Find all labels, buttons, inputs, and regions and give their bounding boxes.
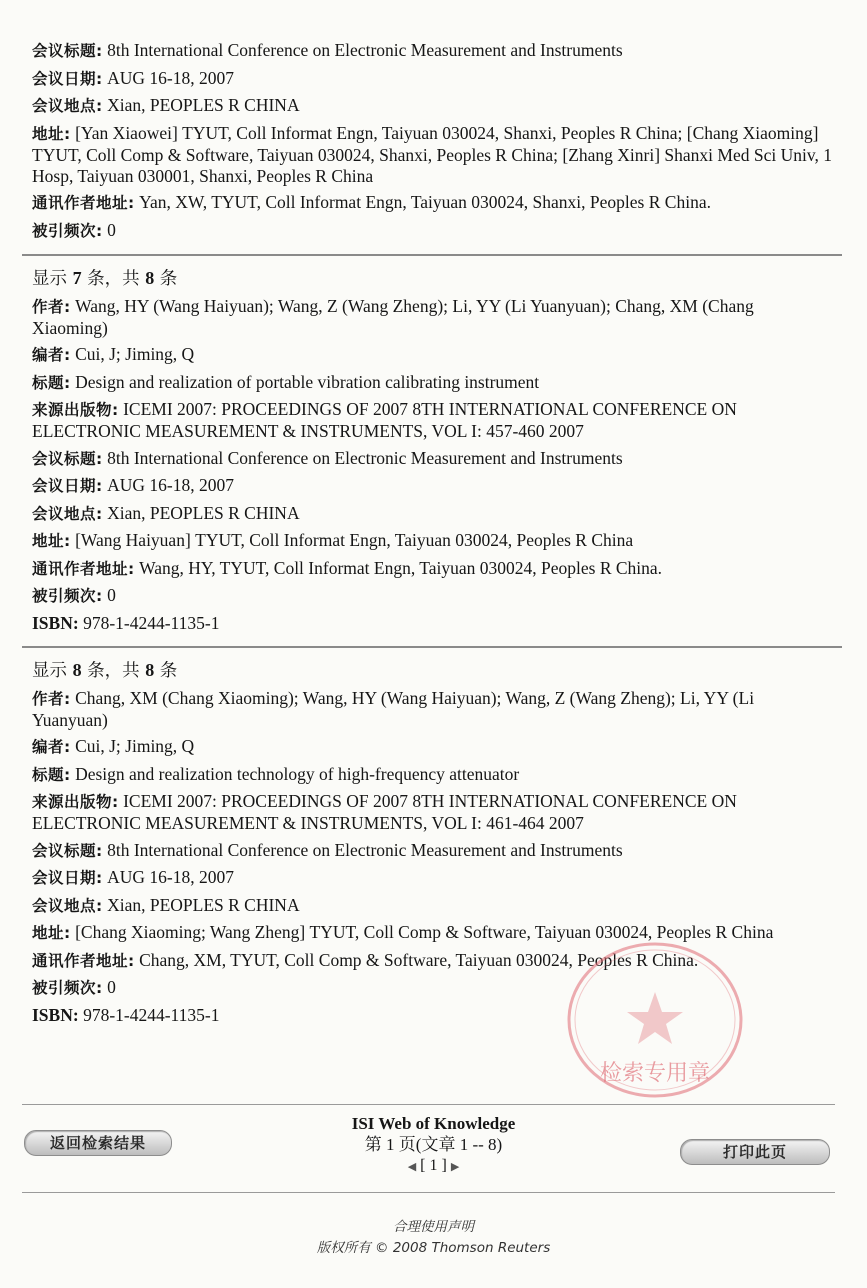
conf-date-row: 会议日期: AUG 16-18, 2007 [32,475,234,495]
times-cited-row: 被引频次: 0 [32,219,116,240]
divider [22,1192,835,1193]
back-to-results-button[interactable]: 返回检索结果 [24,1130,172,1156]
authors-row: 作者: Wang, HY (Wang Haiyuan); Wang, Z (Wang Zheng); Li, YY (Li Yuanyuan); Chang, XM (Chang Xiaoming) [32,295,754,338]
reprint-address-row: 通讯作者地址: Wang, HY, TYUT, Coll Informat Engn, Taiyuan 030024, Peoples R China. [32,557,663,578]
record-header: 显示 8 条，共 8 条 [32,659,178,681]
next-page-icon[interactable]: ▶ [450,1161,460,1173]
editors-row: 编者: Cui, J; Jiming, Q [32,344,195,364]
address-row: 地址: [Chang Xiaoming; Wang Zheng] TYUT, Coll Comp & Software, Taiyuan 030024, Peoples R China [32,922,774,942]
editors-row: 编者: Cui, J; Jiming, Q [32,736,195,756]
conf-location-row: 会议地点: Xian, PEOPLES R CHINA [32,894,300,915]
legal-footer [0,1217,867,1259]
record-6 [32,40,832,242]
reprint-address-row: 通讯作者地址: Yan, XW, TYUT, Coll Informat Engn, Taiyuan 030024, Shanxi, Peoples R China. [32,192,711,212]
reprint-address-row: 通讯作者地址: Chang, XM, TYUT, Coll Comp & Software, Taiyuan 030024, Peoples R China. [32,949,699,970]
conf-location-row: 会议地点: Xian, PEOPLES R CHINA [32,95,300,115]
conf-title-row: 会议标题: 8th International Conference on Electronic Measurement and Instruments [32,40,623,60]
isbn-row: ISBN: 978-1-4244-1135-1 [32,612,220,633]
copyright-text: 版权所有 © 2008 Thomson Reuters [316,1240,551,1256]
conf-location-row: 会议地点: Xian, PEOPLES R CHINA [32,502,300,523]
times-cited-row: 被引频次: 0 [32,585,116,605]
authors-row: 作者: Chang, XM (Chang Xiaoming); Wang, HY (Wang Haiyuan); Wang, Z (Wang Zheng); Li, YY (Li Yuanyuan) [32,687,755,730]
record-header: 显示 7 条，共 8 条 [32,267,178,289]
title-row: 标题: Design and realization technology of high-frequency attenuator [32,763,520,784]
product-name: ISI Web of Knowledge [351,1114,516,1133]
address-row: 地址: [Yan Xiaowei] TYUT, Coll Informat Engn, Taiyuan 030024, Shanxi, Peoples R China; [Chang Xiaoming] TYUT, Coll Comp & Software, Taiyuan 030024, Shanxi, Peoples R China; [Zhang Xinri] Shanxi Med Sci Univ, 1 Hosp, Taiyuan 030001, Shanxi, Peoples R China [32,122,832,186]
page-number-link[interactable]: [ 1 ] [420,1157,447,1174]
divider [22,1104,835,1105]
conf-date-row: 会议日期: AUG 16-18, 2007 [32,867,234,887]
footer-nav [0,1110,867,1190]
divider [22,254,842,256]
conf-title-row: 会议标题: 8th International Conference on Electronic Measurement and Instruments [32,447,623,468]
svg-text:检索专用章: 检索专用章 [599,1061,711,1086]
title-row: 标题: Design and realization of portable vibration calibrating instrument [32,371,540,392]
print-page-button[interactable]: 打印此页 [680,1139,830,1165]
conf-date-row: 会议日期: AUG 16-18, 2007 [32,67,234,88]
isbn-row: ISBN: 978-1-4244-1135-1 [32,1004,220,1025]
source-row: 来源出版物: ICEMI 2007: PROCEEDINGS OF 2007 8TH INTERNATIONAL CONFERENCE ON ELECTRONIC MEASUREMENT & INSTRUMENTS, VOL I: 461-464 2007 [32,791,737,833]
page-info: 第 1 页(文章 1 -- 8) [364,1135,503,1154]
address-row: 地址: [Wang Haiyuan] TYUT, Coll Informat Engn, Taiyuan 030024, Peoples R China [32,530,634,550]
record-list [32,40,832,1031]
conf-title-row: 会议标题: 8th International Conference on Electronic Measurement and Instruments [32,839,623,860]
divider [22,646,842,648]
record-7 [32,268,832,634]
fair-use-link[interactable]: 合理使用声明 [393,1219,474,1235]
prev-page-icon[interactable]: ◀ [407,1161,417,1173]
times-cited-row: 被引频次: 0 [32,977,116,997]
record-8 [32,660,832,1026]
source-row: 来源出版物: ICEMI 2007: PROCEEDINGS OF 2007 8TH INTERNATIONAL CONFERENCE ON ELECTRONIC MEASUREMENT & INSTRUMENTS, VOL I: 457-460 2007 [32,399,737,441]
